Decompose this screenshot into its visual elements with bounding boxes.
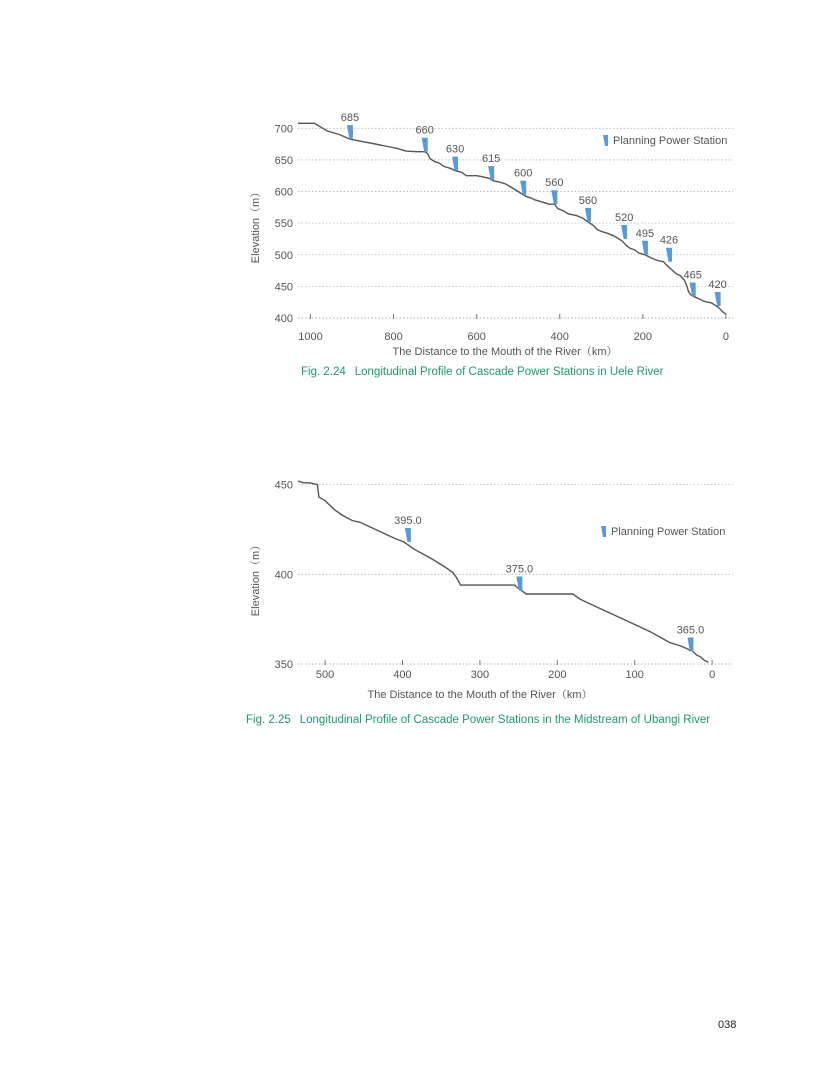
x-tick-label: 800: [384, 331, 403, 343]
power-station: [545, 177, 563, 204]
legend-station-marker: [601, 526, 606, 537]
grid-lines: [298, 128, 733, 286]
plot-area-1: [249, 112, 733, 358]
elevation-profile-line: [298, 123, 726, 314]
x-tick-labels: [298, 331, 729, 343]
plot-area-2: [249, 480, 733, 701]
y-tick-label: 400: [274, 313, 293, 325]
station-elevation-label: 560: [578, 194, 598, 207]
legend: [603, 135, 727, 147]
y-tick-label: 550: [274, 218, 293, 231]
station-elevation-label: 420: [708, 278, 727, 291]
page-number: 038: [718, 1019, 737, 1031]
station-marker: [405, 528, 411, 542]
power-station: [446, 144, 464, 171]
legend: [601, 526, 725, 538]
legend-label: Planning Power Station: [611, 526, 726, 538]
station-marker: [621, 225, 627, 239]
station-elevation-label: 600: [513, 167, 533, 180]
station-elevation-label: 560: [545, 177, 564, 190]
y-tick-label: 600: [274, 186, 293, 199]
x-tick-label: 0: [722, 331, 729, 343]
y-tick-label: 450: [274, 281, 293, 294]
y-tick-label: 400: [274, 569, 293, 582]
station-marker: [642, 241, 648, 255]
figure-caption-2-24: [301, 366, 664, 378]
y-tick-label: 350: [274, 659, 293, 671]
x-axis-label: The Distance to the Mouth of the River（km）: [367, 689, 593, 701]
x-tick-label: 600: [467, 331, 486, 343]
caption-title: Longitudinal Profile of Cascade Power Stations in Uele River: [354, 366, 664, 378]
y-axis-label: Elevation（m）: [250, 186, 262, 264]
caption-title: Longitudinal Profile of Cascade Power Stations in the Midstream of Ubangi River: [299, 714, 711, 726]
x-tick-label: 400: [393, 669, 412, 681]
station-elevation-label: 685: [340, 112, 360, 125]
power-station: [394, 515, 422, 542]
station-elevation-label: 465: [683, 269, 702, 282]
y-tick-labels: [275, 480, 293, 671]
caption-label: Fig. 2.24: [301, 366, 346, 378]
x-tick-label: 300: [470, 669, 490, 681]
station-elevation-label: 426: [659, 234, 679, 247]
station-elevation-label: 375.0: [505, 563, 534, 576]
x-tick-label: 0: [709, 669, 716, 681]
station-marker: [452, 157, 458, 171]
station-elevation-label: 365.0: [676, 624, 705, 637]
station-elevation-label: 615: [482, 153, 501, 166]
legend-label: Planning Power Station: [613, 135, 728, 147]
power-station: [708, 279, 726, 306]
power-station: [660, 235, 678, 262]
power-station: [677, 624, 705, 651]
figure-caption-2-25: [246, 714, 710, 726]
y-tick-labels: [275, 123, 293, 325]
station-elevation-label: 395.0: [394, 515, 422, 527]
x-tick-label: 200: [548, 669, 567, 681]
station-elevation-label: 495: [635, 227, 655, 240]
station-marker: [347, 125, 353, 139]
station-marker: [422, 138, 428, 152]
power-station: [636, 228, 654, 255]
caption-label: Fig. 2.25: [246, 714, 291, 726]
x-axis: [298, 314, 733, 319]
y-axis-label: Elevation（m）: [250, 539, 262, 617]
x-tick-label: 500: [315, 669, 335, 681]
station-elevation-label: 660: [415, 124, 434, 137]
x-tick-labels: [316, 669, 715, 681]
power-station: [482, 153, 500, 180]
x-tick-label: 1000: [298, 331, 323, 343]
x-tick-label: 200: [633, 331, 653, 343]
legend-station-marker: [603, 135, 608, 146]
station-marker: [715, 292, 721, 306]
station-elevation-label: 520: [614, 211, 634, 224]
power-station: [615, 212, 633, 239]
x-tick-label: 400: [550, 331, 569, 343]
y-tick-label: 650: [274, 154, 293, 167]
elevation-profile-line: [298, 481, 708, 662]
y-tick-label: 450: [274, 479, 293, 492]
x-axis: [298, 660, 733, 665]
y-tick-label: 700: [274, 123, 293, 136]
station-elevation-label: 630: [445, 143, 465, 156]
station-marker: [551, 190, 557, 204]
x-tick-label: 100: [625, 669, 644, 681]
power-station: [341, 112, 359, 139]
y-tick-label: 500: [274, 249, 293, 262]
power-station: [416, 125, 434, 152]
x-axis-label: The Distance to the Mouth of the River（km）: [392, 346, 618, 358]
power-station: [506, 563, 534, 590]
